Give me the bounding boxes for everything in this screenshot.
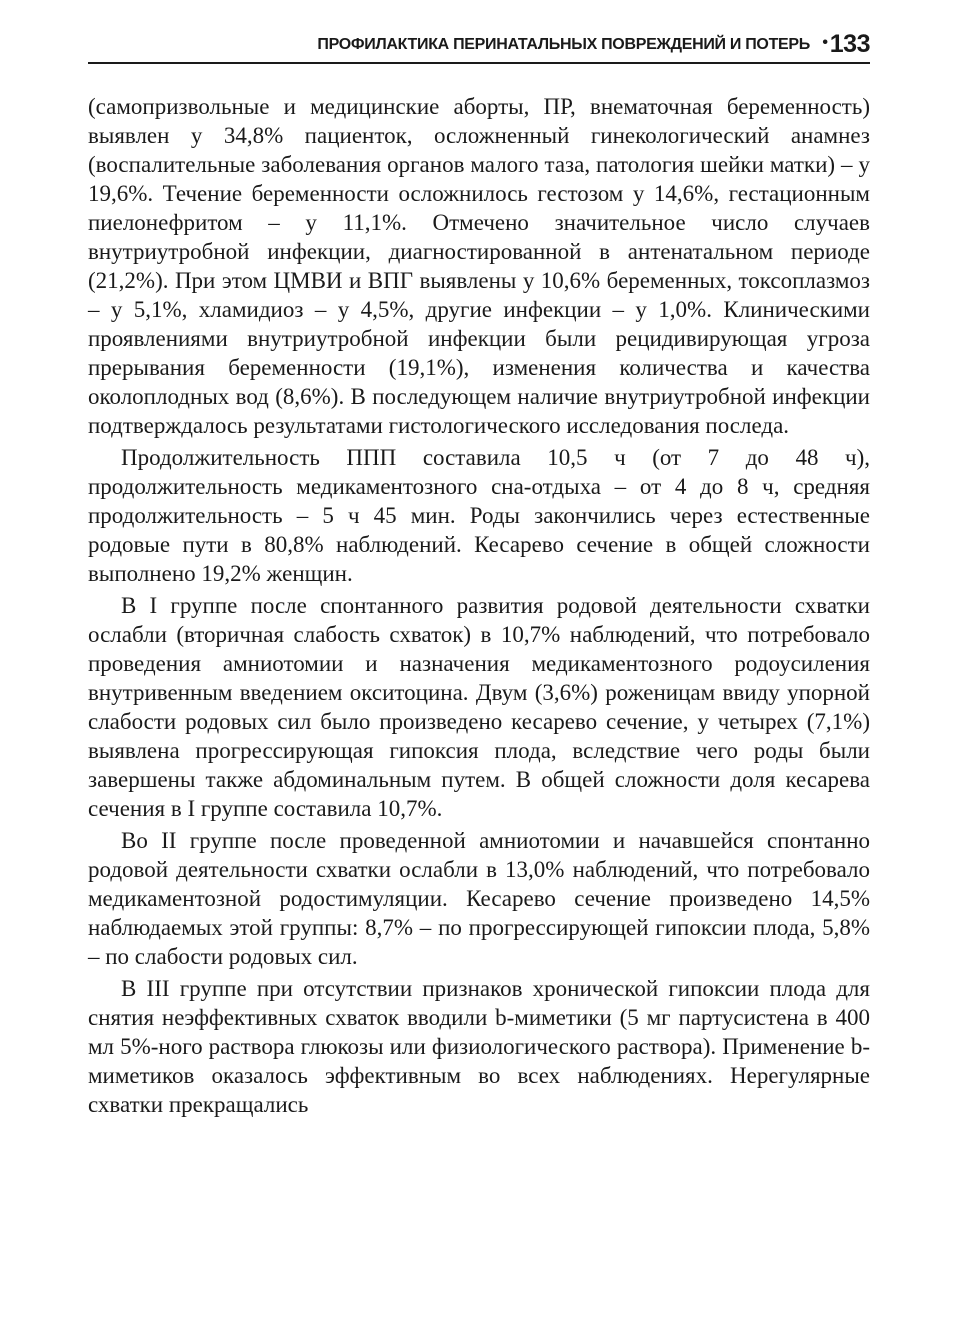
running-header xyxy=(88,30,870,66)
body-text xyxy=(88,92,870,1122)
paragraph-group-3: В III группе при отсутствии признаков хронической гипоксии плода для снятия неэффективных схваток вводили b-миметики (5 мг партусистена в 400 мл 5%-ного раствора глюкозы или физиологического раствора). Применение b-миметиков оказалось эффективным во всех наблюдениях. Нерегулярные схватки прекращались xyxy=(88,976,870,1117)
paragraph-group-1: В I группе после спонтанного развития родовой деятельности схватки ослабли (вторичная слабость схваток) в 10,7% наблюдений, что потребовало проведения амниотомии и назначения медикаментозного родоусиления внутривенным введением окситоцина. Двум (3,6%) роженицам ввиду упорной слабости родовых сил было произведено кесарево сечение, у четырех (7,1%) выявлена прогрессирующая гипоксия плода, вследствие чего роды были завершены также абдоминальным путем. В общей сложности доля кесарева сечения в I группе составила 10,7%. xyxy=(88,593,870,821)
page-number: 133 xyxy=(829,30,870,58)
paragraph-group-2: Во II группе после проведенной амниотомии и начавшейся спонтанно родовой деятельности схватки ослабли в 13,0% наблюдений, что потребовало медикаментозной родостимуляции. Кесарево сечение произведено 14,5% наблюдаемых этой группы: 8,7% – по прогрессирующей гипоксии плода, 5,8% – по слабости родовых сил. xyxy=(88,828,870,969)
running-header-title: ПРОФИЛАКТИКА ПЕРИНАТАЛЬНЫХ ПОВРЕЖДЕНИЙ И ПОТЕРЬ xyxy=(317,36,810,53)
header-rule xyxy=(88,62,870,64)
paragraph-ppp-duration: Продолжительность ППП составила 10,5 ч (от 7 до 48 ч), продолжительность медикаментозного сна-отдыха – от 4 до 8 ч, средняя продолжительность – 5 ч 45 мин. Роды закончились через естественные родовые пути в 80,8% наблюдений. Кесарево сечение в общей сложности выполнено 19,2% женщин. xyxy=(88,445,870,586)
header-bullet-separator: • xyxy=(822,34,828,51)
paragraph-continued: (самопризвольные и медицинские аборты, ПР, внематочная беременность) выявлен у 34,8% пациенток, осложненный гинекологический анамнез (воспалительные заболевания органов малого таза, патология шейки матки) – у 19,6%. Течение беременности осложнилось гестозом у 14,6%, гестационным пиелонефритом – у 11,1%. Отмечено значительное число случаев внутриутробной инфекции, диагностированной в антенатальном периоде (21,2%). При этом ЦМВИ и ВПГ выявлены у 10,6% беременных, токсоплазмоз – у 5,1%, хламидиоз – у 4,5%, другие инфекции – у 1,0%. Клиническими проявлениями внутриутробной инфекции были рецидивирующая угроза прерывания беременности (19,1%), изменения количества и качества околоплодных вод (8,6%). В последующем наличие внутриутробной инфекции подтверждалось результатами гистологического исследования последа. xyxy=(88,94,870,438)
